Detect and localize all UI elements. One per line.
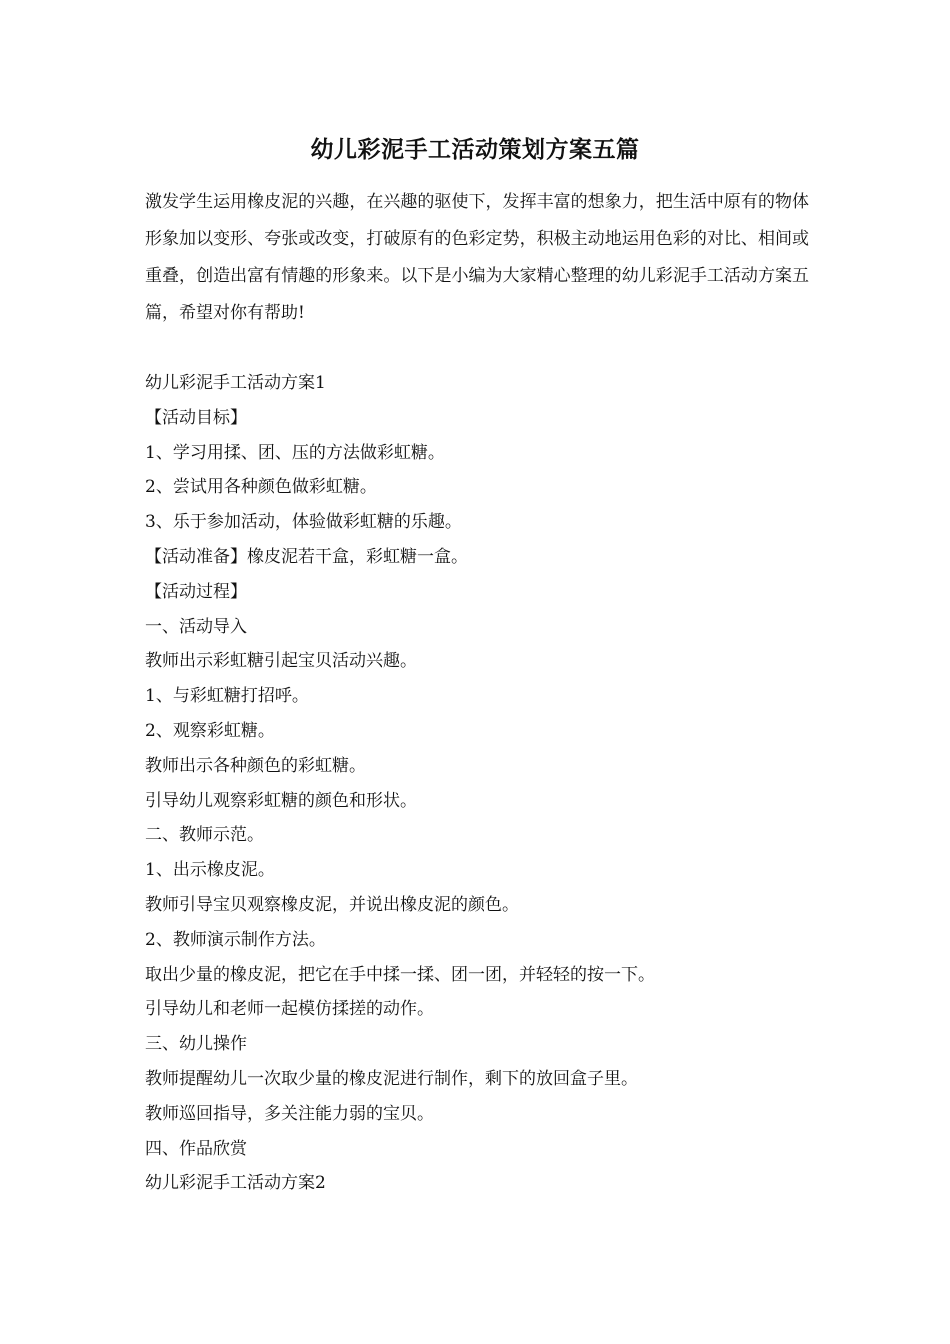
body-line: 教师巡回指导，多关注能力弱的宝贝。 bbox=[145, 1103, 434, 1124]
body-line: 教师出示各种颜色的彩虹糖。 bbox=[145, 755, 366, 776]
body-line: 【活动过程】 bbox=[145, 581, 247, 602]
body-line: 教师提醒幼儿一次取少量的橡皮泥进行制作，剩下的放回盒子里。 bbox=[145, 1068, 638, 1089]
body-line: 2、观察彩虹糖。 bbox=[145, 720, 275, 741]
body-line: 引导幼儿观察彩虹糖的颜色和形状。 bbox=[145, 790, 417, 811]
body-line: 取出少量的橡皮泥，把它在手中揉一揉、团一团，并轻轻的按一下。 bbox=[145, 964, 655, 985]
body-line: 3、乐于参加活动，体验做彩虹糖的乐趣。 bbox=[145, 512, 462, 533]
body-line: 1、学习用揉、团、压的方法做彩虹糖。 bbox=[145, 442, 445, 463]
body-line: 【活动准备】橡皮泥若干盒，彩虹糖一盒。 bbox=[145, 546, 468, 567]
body-line: 一、活动导入 bbox=[145, 616, 247, 637]
body-line: 引导幼儿和老师一起模仿揉搓的动作。 bbox=[145, 999, 434, 1020]
body-line: 1、出示橡皮泥。 bbox=[145, 860, 275, 881]
body-line: 2、尝试用各种颜色做彩虹糖。 bbox=[145, 477, 377, 498]
document-title: 幼儿彩泥手工活动策划方案五篇 bbox=[310, 136, 640, 163]
body-line: 幼儿彩泥手工活动方案1 bbox=[145, 373, 326, 393]
body-line: 幼儿彩泥手工活动方案2 bbox=[145, 1173, 326, 1194]
body-line: 【活动目标】 bbox=[145, 407, 247, 428]
body-line: 2、教师演示制作方法。 bbox=[145, 929, 326, 950]
body-line: 二、教师示范。 bbox=[145, 825, 264, 846]
body-line: 三、幼儿操作 bbox=[145, 1034, 247, 1055]
body-line: 教师引导宝贝观察橡皮泥，并说出橡皮泥的颜色。 bbox=[145, 894, 519, 915]
intro-paragraph: 激发学生运用橡皮泥的兴趣，在兴趣的驱使下，发挥丰富的想象力，把生活中原有的物体形象加以变形、夸张或改变，打破原有的色彩定势，积极主动地运用色彩的对比、相间或重叠，创造出富有情趣的形象来。以下是小编为大家精心整理的幼儿彩泥手工活动方案五篇，希望对你有帮助! bbox=[145, 192, 809, 323]
body-line: 1、与彩虹糖打招呼。 bbox=[145, 686, 309, 707]
body-line: 四、作品欣赏 bbox=[145, 1138, 247, 1159]
body-lines bbox=[145, 366, 809, 1201]
body-line: 教师出示彩虹糖引起宝贝活动兴趣。 bbox=[145, 651, 417, 672]
